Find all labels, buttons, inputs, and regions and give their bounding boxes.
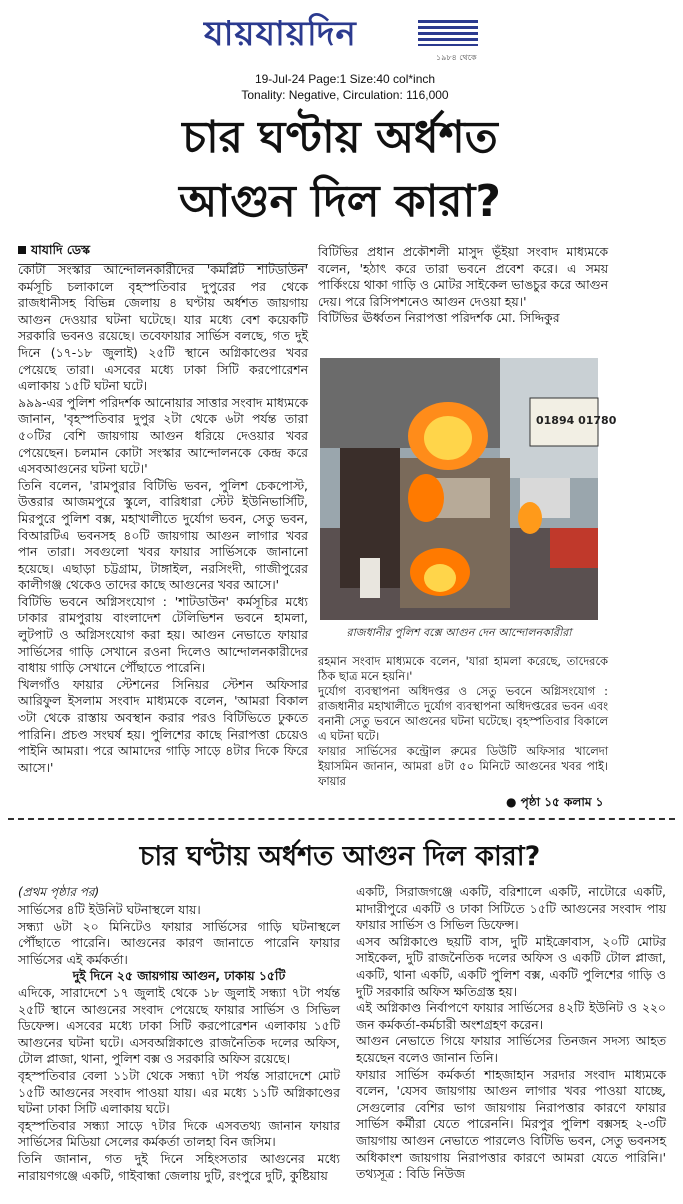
paragraph: তিনি বলেন, 'রামপুরার বিটিভি ভবন, পুলিশ চেকপোস্ট, উত্তরার আজমপুরে স্কুলে, বারিধারা স্টেট ইউনিভার্সিটি, মিরপুরে পুলিশ বক্স, মহাখালীতে দুর্যোগ ভবন, সেতু ভবন, বিআরটিএ ভবনসহ ৪০টি জায়গায় আগুন লাগার খবর পান তারা। সবগুলো খবর ফায়ার সার্ভিসকে জানানো হয়েছে। এছাড়া চট্টগ্রাম, টাঙ্গাইল, নরসিংদী, গাজীপুরের কালীগঞ্জ থেকেও তাদের কাছে আগুনের খবর আসে।' [18, 477, 308, 593]
paragraph: বৃহস্পতিবার বেলা ১১টা থেকে সন্ধ্যা ৭টা পর্যন্ত সারাদেশে মোট ১৫টি আগুনের সংবাদ পাওয়া যায়। এর মধ্যে ১১টি অগ্নিকাণ্ডের ঘটনা ঢাকা সিটি এলাকায় ঘটে। [18, 1067, 340, 1117]
byline-text: যাযাদি ডেস্ক [31, 242, 90, 257]
paragraph: সন্ধ্যা ৬টা ২০ মিনিটেও ফায়ার সার্ভিসের গাড়ি ঘটনাস্থলে পৌঁছাতে পারেনি। আগুনের কারণ জানাতে পারেনি ফায়ার সার্ভিসের এই কর্মকর্তা। [18, 918, 340, 967]
paragraph: কোটা সংস্কার আন্দোলনকারীদের 'কমপ্লিট শাটডাউন' কর্মসূচি চলাকালে বৃহস্পতিবার দুপুরের পর থেকে রাজধানীসহ বিভিন্ন জেলায় ৪ ঘণ্টায় অর্ধশত জায়গায় আগুন দেওয়ার ঘটনা ঘটেছে। যার মধ্যে বেশ কয়েকটি সরকারি ভবনও রয়েছে। তবেফায়ার সার্ভিস বলছে, গত দুই দিনে (১৭-১৮ জুলাই) ২৫টি স্থানে অগ্নিকাণ্ডের খবর পেয়েছে তারা। এসবের মধ্যে ঢাকা সিটি করপোরেশন এলাকায় ১৫টি ঘটনা ঘটে। [18, 262, 308, 394]
paragraph: একটি, সিরাজগঞ্জে একটি, বরিশালে একটি, নাটোরে একটি, মাদারীপুরে একটি ও ঢাকা সিটিতে ১৫টি আগুনের সংবাদ পায় ফায়ার সার্ভিস ও সিভিল ডিফেন্স। [356, 884, 666, 933]
paragraph: এসব অগ্নিকাণ্ডে ছয়টি বাস, দুটি মাইক্রোবাস, ২০টি মোটর সাইকেল, দুটি রাজনৈতিক দলের অফিস ও একটি টোল প্লাজা, একটি, থানা একটি, একটি পুলিশ বক্স, একটি পুলিশের গাড়ি ও দুটি সরকারি অফিস ক্ষতিগ্রস্ত হয়। [356, 933, 666, 999]
paragraph: বিটিভির প্রধান প্রকৌশলী মাসুদ ভূঁইয়া সংবাদ মাধ্যমকে বলেন, 'হঠাৎ করে তারা ভবনে প্রবেশ করে। এ সময় পার্কিংয়ে থাকা গাড়ি ও মোটর সাইকেল ভাঙচুর করে আগুন দেয়। পরে রিসিপশনেও আগুন দেওয়া হয়।' [318, 244, 608, 309]
paragraph: ফায়ার সার্ভিসের কন্ট্রোল রুমের ডিউটি অফিসার খালেদা ইয়াসমিন জানান, আমরা ৪টা ৫০ মিনিটে আগুনের খবর পাই। ফায়ার [318, 744, 608, 789]
section-divider [8, 818, 675, 820]
news-photo-fire [320, 358, 617, 620]
paragraph: রহমান সংবাদ মাধ্যমকে বলেন, 'যারা হামলা করেছে, তাদেরকে ঠিক ছাত্র মনে হয়নি।' [318, 654, 608, 684]
paragraph: তিনি জানান, গত দুই দিনে সহিংসতার আগুনের মধ্যে নারায়ণগঞ্জে একটি, গাইবান্ধা জেলায় দুটি, রংপুরে দুটি, কুষ্টিয়ায় [18, 1150, 340, 1183]
headline-line1: চার ঘণ্টায় অর্ধশত [182, 112, 498, 163]
article-left-column [18, 262, 308, 776]
subheading: দুই দিনে ২৫ জায়গায় আগুন, ঢাকায় ১৫টি [72, 968, 286, 984]
paragraph: আগুন নেভাতে গিয়ে ফায়ার সার্ভিসের তিনজন সদস্য আহত হয়েছেন বলেও জানান তিনি। [356, 1033, 666, 1065]
photo-sign-text: 01894 01780 [536, 414, 617, 427]
paragraph: এদিকে, সারাদেশে ১৭ জুলাই থেকে ১৮ জুলাই সন্ধ্যা ৭টা পর্যন্ত ২৫টি স্থানে আগুনের সংবাদ পেয়েছে ফায়ার সার্ভিস ও সিভিল ডিফেন্স। এসবের মধ্যে ঢাকা সিটি করপোরেশন এলাকায় ১৫টি আগুনের ঘটনা ঘটে। এসবঅগ্নিকাণ্ডে রাজনৈতিক দলের অফিস, টোল প্লাজা, থানা, পুলিশ বক্স ও সরকারি অফিস রয়েছে। [18, 984, 340, 1067]
continued-from-label: (প্রথম পৃষ্ঠার পর) [18, 885, 100, 899]
article-right-column-top [318, 244, 608, 327]
square-bullet-icon [18, 246, 26, 254]
masthead-stripes [418, 20, 478, 46]
paragraph: বৃহস্পতিবার সন্ধ্যা সাড়ে ৭টার দিকে এসবতথ্য জানান ফায়ার সার্ভিসের মিডিয়া সেলের কর্মকর্তা তালহা বিন জসিম। [18, 1117, 340, 1150]
paragraph: খিলগাঁও ফায়ার স্টেশনের সিনিয়র স্টেশন অফিসার আরিফুল ইসলাম সংবাদ মাধ্যমকে বলেন, 'আমরা বিকাল ৩টা থেকে রাস্তায় অবস্থান করার পরও বিটিভিতে ঢুকতে পারিনি। প্রচণ্ড সংঘর্ষ হয়। পুলিশের কাছে নিরাপত্তা চেয়েও পাইনি আমরা। পরে আমাদের গাড়ি সাড়ে ৪টার দিকে ফিরে আসে।' [18, 676, 308, 775]
paragraph: এই অগ্নিকাণ্ড নির্বাপণে ফায়ার সার্ভিসের ৪২টি ইউনিট ও ২২০ জন কর্মকর্তা-কর্মচারী অংশগ্রহণ করেন। [356, 1000, 666, 1032]
continuation-left-column [18, 902, 340, 1184]
paragraph: ৯৯৯-এর পুলিশ পরিদর্শক আনোয়ার সাত্তার সংবাদ মাধ্যমকে জানান, 'বৃহস্পতিবার দুপুর ২টা থেকে ৬টা পর্যন্ত তারা ৫০টির বেশি জায়গায় আগুন ধরিয়ে দেওয়ার খবর পেয়েছেন। চলমান কোটা সংস্কার আন্দোলনকে কেন্দ্র করে এসবআগুনের ঘটনা ঘটে।' [18, 394, 308, 477]
paragraph: সার্ভিসের ৪টি ইউনিট ঘটনাস্থলে যায়। [18, 902, 201, 917]
continuation-headline: চার ঘণ্টায় অর্ধশত আগুন দিল কারা? [139, 841, 541, 872]
newspaper-logo: যায়যায়দিন [204, 14, 357, 54]
continued-on-page: ● পৃষ্ঠা ১৫ কলাম ১ [506, 795, 604, 809]
paragraph: দুর্যোগ ব্যবস্থাপনা অধিদপ্তর ও সেতু ভবনে অগ্নিসংযোগ : রাজধানীর মহাখালীতে দুর্যোগ ব্যবস্থাপনা অধিদপ্তরের ভবন এবং বনানী সেতু ভবনে আগুনের ঘটনা ঘটেছে। বৃহস্পতিবার বিকালে এ ঘটনা ঘটে। [318, 684, 608, 744]
masthead-since: ১৯৮৪ থেকে [436, 53, 477, 62]
clipping-meta-line2: Tonality: Negative, Circulation: 116,000 [241, 88, 449, 102]
photo-caption: রাজধানীর পুলিশ বক্সে আগুন দেন আন্দোলনকারীরা [346, 626, 572, 639]
article-right-column-bottom [318, 654, 608, 789]
clipping-meta-line1: 19-Jul-24 Page:1 Size:40 col*inch [254, 72, 436, 86]
newspaper-masthead [200, 6, 490, 66]
paragraph: ফায়ার সার্ভিস কর্মকর্তা শাহজাহান সরদার সংবাদ মাধ্যমকে বলেন, 'যেসব জায়গায় আগুন লাগার খবর পাওয়া যাচ্ছে, সেগুলোর বেশির ভাগ জায়গায় নিরাপত্তার কারণে ফায়ার সার্ভিস কর্মীরা যেতে পারেননি। মিরপুর পুলিশ বক্সসহ ২-৩টি জায়গায় আগুন নেভাতে পারলেও বিটিভি ভবন, সেতু ভবনসহ অধিকাংশ জায়গায় নিরাপত্তার কারণে আমরা যেতে পারিনি।' তথ্যসূত্র : বিডি নিউজ [356, 1066, 667, 1182]
paragraph: বিটিভির ঊর্ধ্বতন নিরাপত্তা পরিদর্শক মো. সিদ্দিকুর [318, 310, 560, 326]
continuation-right-column [356, 884, 666, 1183]
headline-line2: আগুন দিল কারা? [179, 176, 501, 227]
paragraph: বিটিভি ভবনে অগ্নিসংযোগ : 'শাটডাউন' কর্মসূচির মধ্যে ঢাকার রামপুরায় বাংলাদেশ টেলিভিশন ভবনে হামলা, লুটপাট ও অগ্নিসংযোগ করা হয়। আগুন নেভাতে ফায়ার সার্ভিসের গাড়ি সেখানে রওনা দিলেও আন্দোলনকারীদের বাধায় গাড়ি সেখানে পৌঁছাতে পারেনি। [18, 593, 308, 676]
